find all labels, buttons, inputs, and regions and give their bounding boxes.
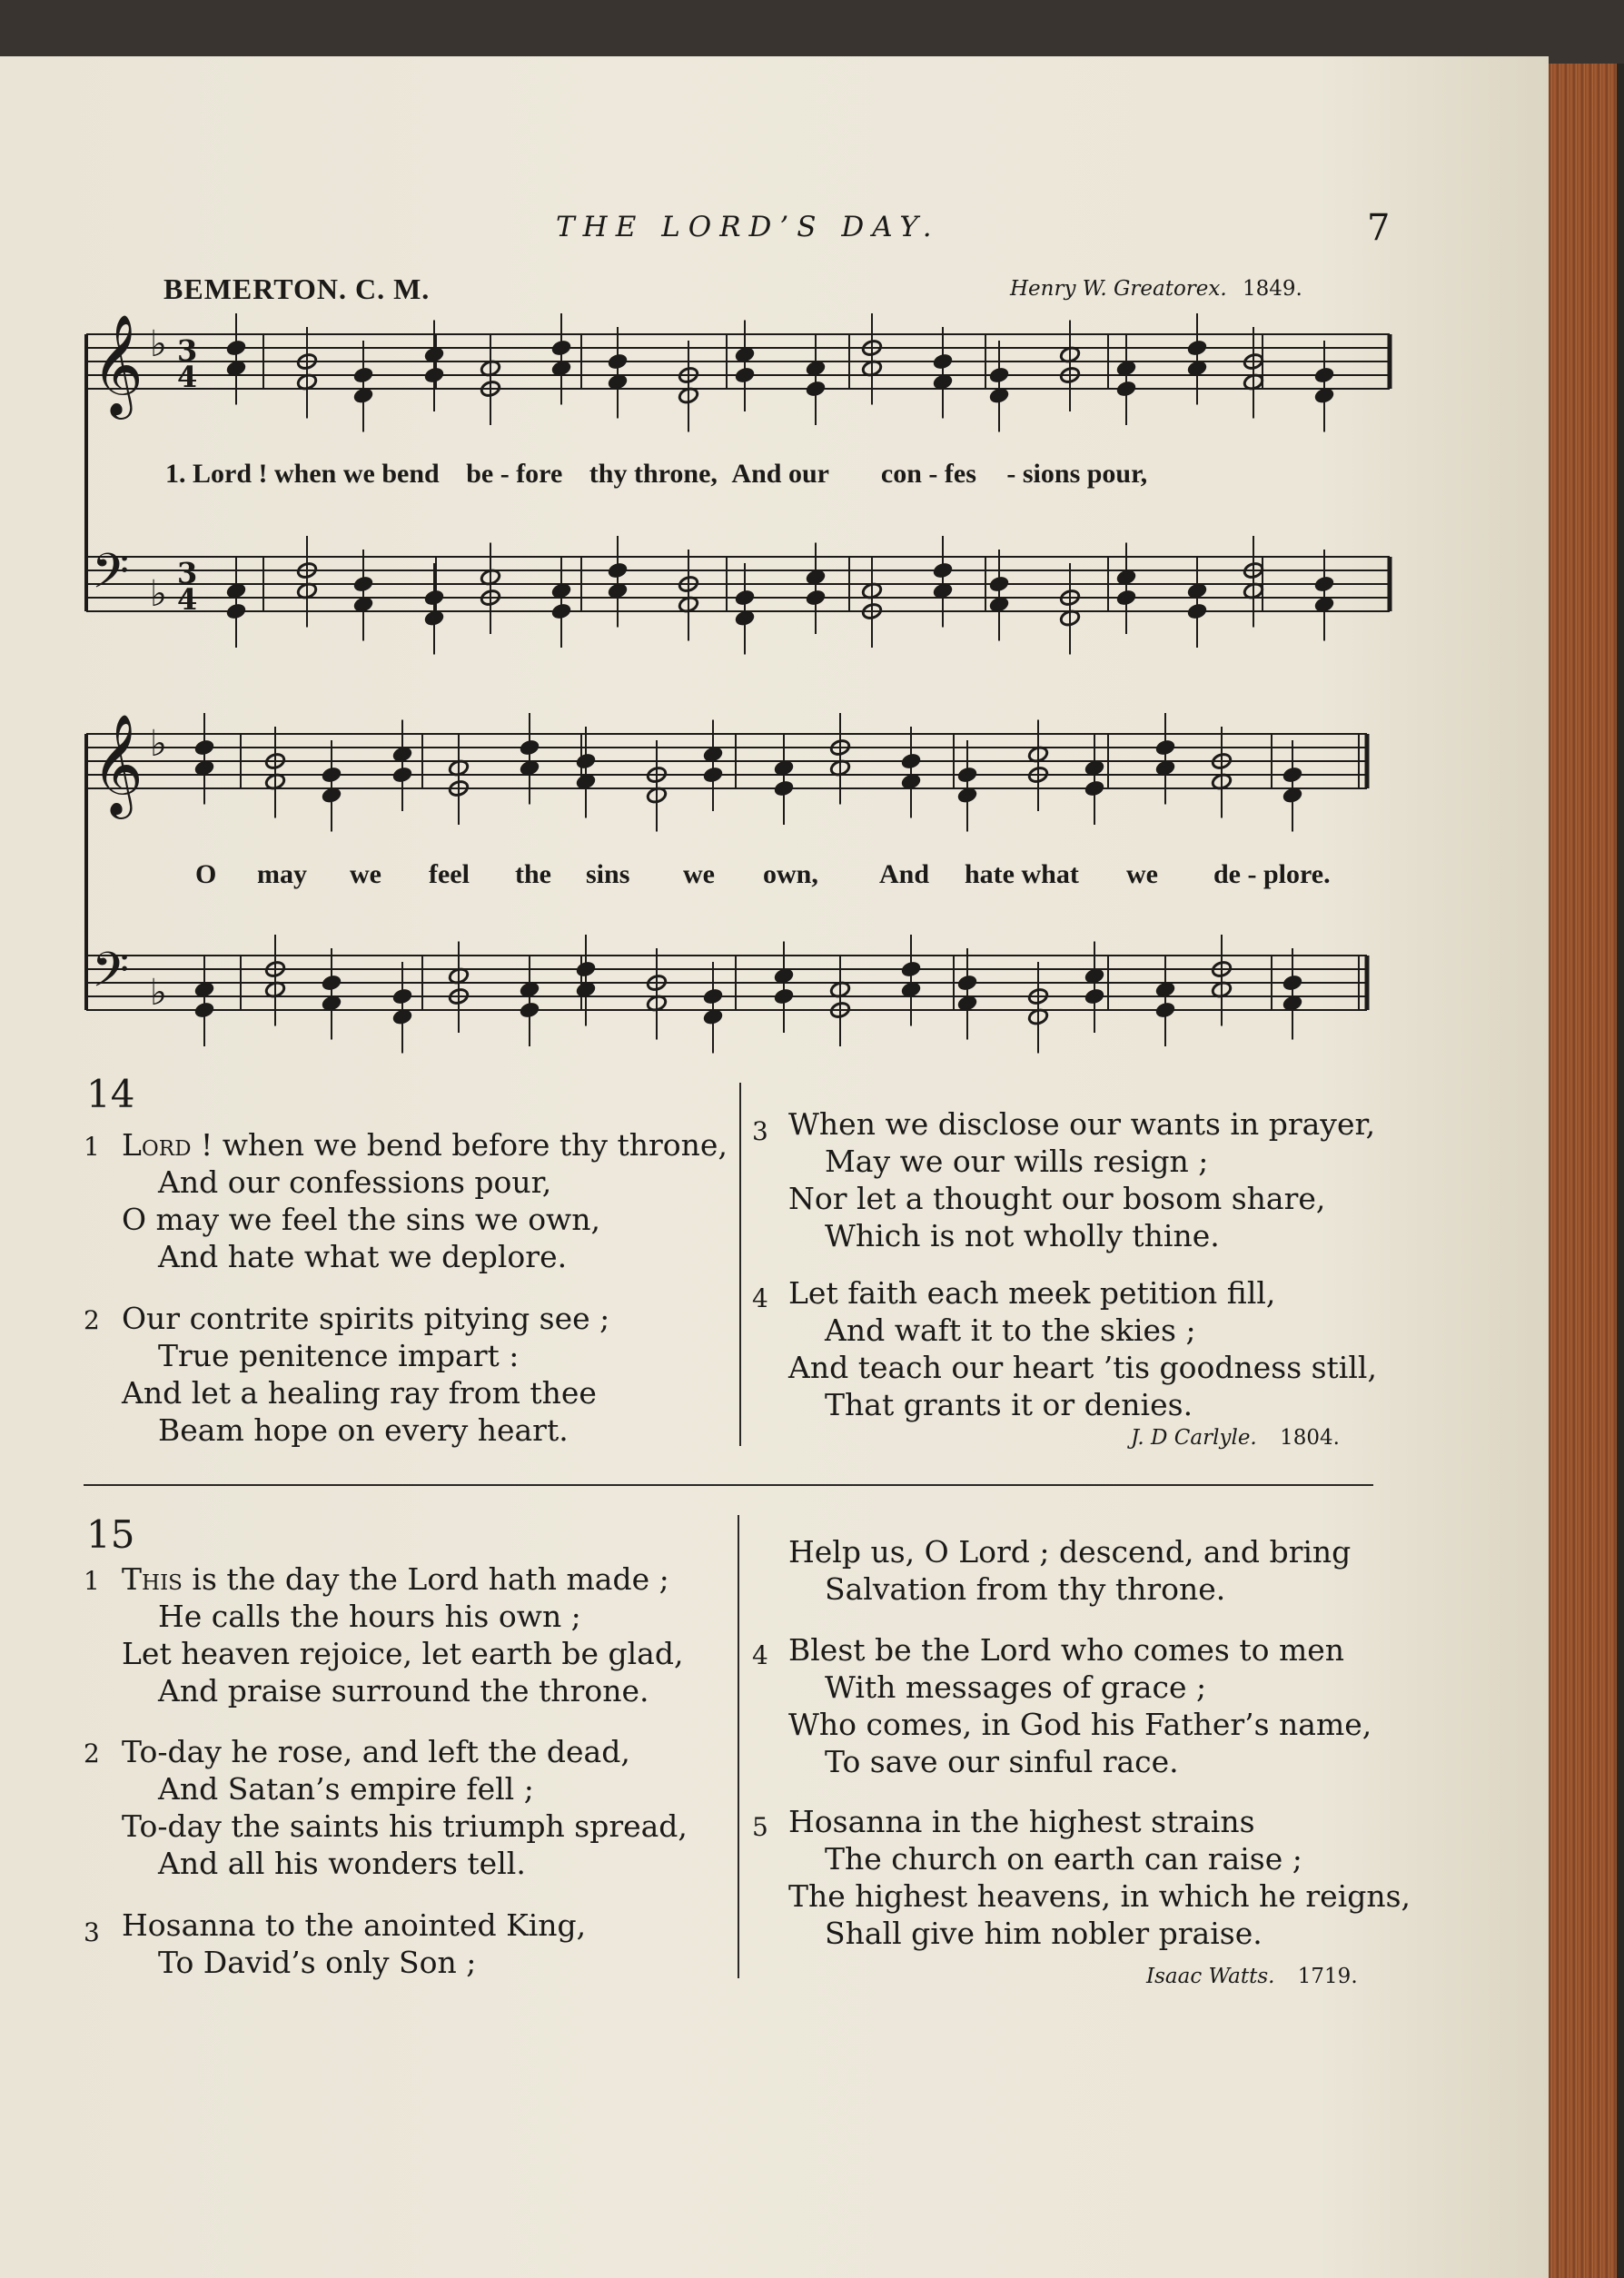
lyric-syl: thy throne, — [589, 459, 718, 489]
verse-line: And praise surround the throne. — [158, 1673, 649, 1708]
lyric-syl: hate what — [965, 859, 1079, 889]
verse-line: With messages of grace ; — [825, 1669, 1207, 1705]
author-year: 1719. — [1297, 1965, 1358, 1988]
lyric-syl: And — [879, 859, 930, 889]
verse-line: Shall give him nobler praise. — [825, 1916, 1263, 1951]
author: J. D Carlyle. — [1131, 1426, 1257, 1450]
verse-line: And our confessions pour, — [158, 1164, 552, 1200]
treble-clef-icon: 𝄞 — [92, 313, 144, 415]
column-divider — [739, 1083, 741, 1446]
lyric-syl: con - fes — [880, 459, 976, 489]
hymn-number: 14 — [86, 1072, 135, 1116]
verse-number: 2 — [84, 1738, 100, 1768]
verse-line: And hate what we deplore. — [158, 1239, 568, 1274]
lyric-syl: the — [515, 859, 551, 889]
verse-line: Blest be the Lord who comes to men — [788, 1632, 1345, 1668]
verse-number: 4 — [752, 1640, 768, 1670]
music-score — [0, 0, 1624, 1054]
verse-line: Nor let a thought our bosom share, — [788, 1181, 1326, 1216]
lyric-syl: sins — [586, 859, 630, 889]
flat-icon: ♭ — [150, 723, 167, 765]
author-year: 1804. — [1280, 1426, 1340, 1450]
verse-number: 1 — [84, 1132, 100, 1162]
lyric-syl: we — [350, 859, 381, 889]
time-signature-numerator: 3 — [177, 333, 198, 368]
lyric-syl: we — [1126, 859, 1158, 889]
verse-number: 3 — [84, 1917, 100, 1947]
hymn15-verse-3-cont — [788, 1533, 1351, 1608]
hymn-number: 15 — [86, 1512, 135, 1557]
lyric-syl: own, — [763, 859, 818, 889]
running-head: THE LORD’S DAY. — [556, 211, 940, 243]
bass-clef-icon: 𝄢 — [92, 943, 130, 1010]
lyric-syl: may — [257, 859, 307, 889]
verse-line: is the day the Lord hath made ; — [192, 1561, 669, 1597]
verse-line: And Satan’s empire fell ; — [158, 1771, 534, 1807]
verse-number: 3 — [752, 1116, 768, 1146]
verse-line: He calls the hours his own ; — [158, 1599, 581, 1634]
lyric-syl: de - plore. — [1213, 859, 1331, 889]
verse-line: True penitence impart : — [158, 1338, 520, 1373]
lyric-syl: feel — [429, 859, 470, 889]
verse-line: Help us, O Lord ; descend, and bring — [788, 1534, 1352, 1570]
lyric-line-1 — [165, 459, 1147, 490]
verse-line: The church on earth can raise ; — [825, 1841, 1302, 1877]
section-rule — [84, 1484, 1373, 1486]
tune-name: BEMERTON. C. M. — [163, 272, 431, 305]
lyric-syl: - sions pour, — [1006, 459, 1148, 489]
time-signature-numerator: 3 — [177, 556, 198, 590]
verse-line: ! when we bend before thy throne, — [201, 1127, 728, 1163]
verse-line: And all his wonders tell. — [158, 1846, 526, 1881]
verse-lead-word: Lord — [122, 1127, 192, 1163]
verse-number: 5 — [752, 1812, 768, 1842]
verse-line: Let faith each meek petition fill, — [788, 1275, 1276, 1311]
verse-line: Hosanna in the highest strains — [788, 1804, 1255, 1839]
verse-line: To-day he rose, and left the dead, — [122, 1734, 630, 1769]
composer-name: Henry W. Greatorex. — [1010, 277, 1227, 301]
hymn14-attribution — [1131, 1426, 1340, 1450]
verse-number: 4 — [752, 1283, 768, 1313]
verse-line: Which is not wholly thine. — [825, 1218, 1220, 1253]
bass-clef-icon: 𝄢 — [92, 544, 130, 611]
treble-clef-icon: 𝄞 — [92, 713, 144, 815]
verse-line: Who comes, in God his Father’s name, — [788, 1707, 1372, 1742]
lyric-syl: And our — [731, 459, 829, 489]
page-number: 7 — [1367, 207, 1391, 249]
verse-number: 1 — [84, 1566, 100, 1596]
column-divider — [738, 1515, 739, 1978]
verse-line: To save our sinful race. — [825, 1744, 1179, 1779]
author: Isaac Watts. — [1146, 1965, 1275, 1988]
composer-year: 1849. — [1243, 277, 1302, 301]
lyric-syl: O — [195, 859, 217, 889]
lyric-syl: 1. Lord ! when we bend — [165, 459, 440, 489]
verse-line: To David’s only Son ; — [158, 1945, 477, 1980]
flat-icon: ♭ — [150, 972, 167, 1014]
hymn15-attribution — [1146, 1965, 1358, 1988]
flat-icon: ♭ — [150, 323, 167, 365]
verse-line: Salvation from thy throne. — [825, 1571, 1226, 1607]
verse-line: Let heaven rejoice, let earth be glad, — [122, 1636, 684, 1671]
verse-line: And teach our heart ’tis goodness still, — [788, 1350, 1377, 1385]
verse-line: That grants it or denies. — [825, 1387, 1193, 1422]
verse-line: Our contrite spirits pitying see ; — [122, 1301, 610, 1336]
verse-line: And let a healing ray from thee — [122, 1375, 597, 1411]
verse-line: And waft it to the skies ; — [825, 1312, 1196, 1348]
verse-line: May we our wills resign ; — [825, 1144, 1209, 1179]
lyric-syl: be - fore — [466, 459, 563, 489]
verse-number: 2 — [84, 1305, 100, 1335]
verse-line: When we disclose our wants in prayer, — [788, 1106, 1376, 1142]
time-signature-denominator: 4 — [177, 582, 198, 617]
verse-line: O may we feel the sins we own, — [122, 1202, 601, 1237]
verse-line: Beam hope on every heart. — [158, 1412, 569, 1448]
time-signature-denominator: 4 — [177, 360, 198, 394]
flat-icon: ♭ — [150, 573, 167, 615]
verse-line: To-day the saints his triumph spread, — [122, 1808, 688, 1844]
lyric-syl: we — [683, 859, 715, 889]
verse-line: Hosanna to the anointed King, — [122, 1907, 587, 1943]
verse-lead-word: This — [122, 1561, 183, 1597]
verse-line: The highest heavens, in which he reigns, — [788, 1878, 1411, 1914]
lyric-line-2 — [0, 859, 1453, 896]
